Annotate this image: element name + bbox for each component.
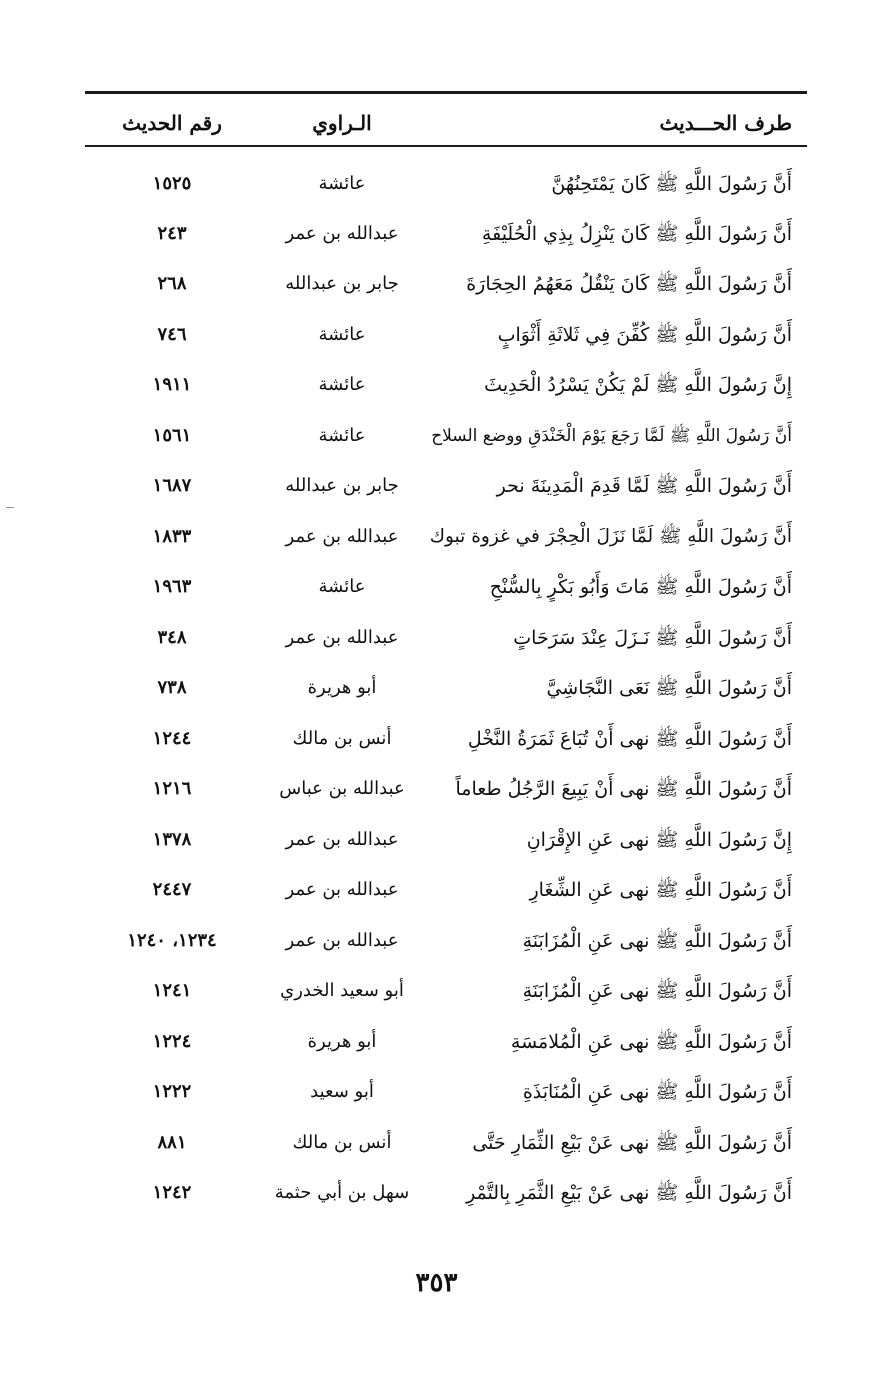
header-number: رقم الحديث xyxy=(122,111,222,135)
number-cell: ٢٤٣ xyxy=(157,223,187,244)
table-row xyxy=(85,264,807,304)
number-cell: ١٢٣٤، ١٢٤٠ xyxy=(127,930,217,951)
hadith-cell: أَنَّ رَسُولَ اللَّهِ ﷺ لَمَّا رَجَعَ يَوْمَ الْخَنْدَقِ ووضع السلاح xyxy=(431,426,792,446)
table-row xyxy=(85,1072,807,1112)
table-row xyxy=(85,365,807,405)
page-number: ٣٥٣ xyxy=(415,1268,458,1298)
table-row xyxy=(85,517,807,557)
number-cell: ١٢٤٢ xyxy=(152,1182,192,1203)
table-row xyxy=(85,416,807,456)
hadith-cell: إِنَّ رَسُولَ اللَّهِ ﷺ لَمْ يَكُنْ يَسْرُدُ الْحَدِيثَ xyxy=(484,374,792,396)
table-row xyxy=(85,466,807,506)
hadith-cell: أَنَّ رَسُولَ اللَّهِ ﷺ نهى عَنِ الشِّغَارِ xyxy=(529,879,792,901)
rawi-cell: أبو سعيد xyxy=(310,1081,374,1102)
rawi-cell: عائشة xyxy=(318,576,366,597)
rawi-cell: عائشة xyxy=(318,425,366,446)
rawi-cell: عائشة xyxy=(318,374,366,395)
rawi-cell: عبدالله بن عباس xyxy=(279,778,405,799)
number-cell: ١٨٣٣ xyxy=(152,526,192,547)
number-cell: ١٢١٦ xyxy=(152,778,192,799)
number-cell: ١٥٦١ xyxy=(152,425,192,446)
table-row xyxy=(85,1173,807,1213)
number-cell: ١٢٤١ xyxy=(152,980,192,1001)
rawi-cell: جابر بن عبدالله xyxy=(285,475,399,496)
table-row xyxy=(85,921,807,961)
rawi-cell: عبدالله بن عمر xyxy=(285,223,399,244)
hadith-cell: أَنَّ رَسُولَ اللَّهِ ﷺ نَـزَلَ عِنْدَ سَرَحَاتٍ xyxy=(513,627,792,649)
number-cell: ١٩٦٣ xyxy=(152,576,192,597)
hadith-cell: أَنَّ رَسُولَ اللَّهِ ﷺ لَمَّا نَزَلَ الْحِجْرَ في غزوة تبوك xyxy=(429,526,792,547)
hadith-cell: أَنَّ رَسُولَ اللَّهِ ﷺ نهى عَنِ الْمُنَابَذَةِ xyxy=(522,1081,792,1103)
table-row xyxy=(85,1123,807,1163)
rawi-cell: عبدالله بن عمر xyxy=(285,526,399,547)
hadith-cell: أَنَّ رَسُولَ اللَّهِ ﷺ كَانَ يَنْقُلُ مَعَهُمُ الحِجَارَةَ xyxy=(466,273,792,295)
number-cell: ١٢٢٤ xyxy=(152,1031,192,1052)
number-cell: ٣٤٨ xyxy=(157,627,187,648)
header-hadith: طرف الحـــديث xyxy=(659,111,792,135)
number-cell: ١٥٢٥ xyxy=(152,173,192,194)
number-cell: ١٣٧٨ xyxy=(152,829,192,850)
hadith-cell: إِنَّ رَسُولَ اللَّهِ ﷺ نهى عَنِ الإِقْرَانِ xyxy=(526,829,792,851)
rawi-cell: أبو هريرة xyxy=(307,677,377,698)
hadith-cell: أَنَّ رَسُولَ اللَّهِ ﷺ كُفِّنَ فِي ثَلاثَةِ أَثْوَابٍ xyxy=(497,324,792,346)
hadith-cell: أَنَّ رَسُولَ اللَّهِ ﷺ نَعَى النَّجَاشِيَّ xyxy=(546,677,792,699)
hadith-cell: أَنَّ رَسُولَ اللَّهِ ﷺ نهى عَنْ بَيْعِ الثَّمَرِ بِالتَّمْرِ xyxy=(466,1182,792,1204)
hadith-cell: أَنَّ رَسُولَ اللَّهِ ﷺ لَمَّا قَدِمَ الْمَدِينَةَ نحر xyxy=(496,475,792,497)
rawi-cell: جابر بن عبدالله xyxy=(285,273,399,294)
number-cell: ٢٤٤٧ xyxy=(152,879,192,900)
rawi-cell: أنس بن مالك xyxy=(292,1132,392,1153)
margin-mark xyxy=(6,507,14,508)
number-cell: ١٢٢٢ xyxy=(152,1081,192,1102)
rawi-cell: عبدالله بن عمر xyxy=(285,627,399,648)
hadith-cell: أَنَّ رَسُولَ اللَّهِ ﷺ نهى عَنِ الْمُزَابَنَةِ xyxy=(522,980,792,1002)
rawi-cell: أنس بن مالك xyxy=(292,728,392,749)
number-cell: ١٦٨٧ xyxy=(152,475,192,496)
table-row xyxy=(85,567,807,607)
hadith-cell: أَنَّ رَسُولَ اللَّهِ ﷺ نهى عَنِ الْمُزَابَنَةِ xyxy=(522,930,792,952)
table-row xyxy=(85,315,807,355)
table-header xyxy=(85,103,807,143)
table-row xyxy=(85,668,807,708)
number-cell: ٧٤٦ xyxy=(157,324,187,345)
number-cell: ٧٣٨ xyxy=(157,677,187,698)
hadith-cell: أَنَّ رَسُولَ اللَّهِ ﷺ كَانَ يَمْتَحِنُهُنَّ xyxy=(551,173,792,195)
table-row xyxy=(85,164,807,204)
top-rule xyxy=(85,91,807,94)
rawi-cell: أبو هريرة xyxy=(307,1031,377,1052)
table-row xyxy=(85,971,807,1011)
table-row xyxy=(85,618,807,658)
table-row xyxy=(85,1022,807,1062)
table-row xyxy=(85,769,807,809)
table-row xyxy=(85,214,807,254)
header-rule xyxy=(85,145,807,147)
hadith-cell: أَنَّ رَسُولَ اللَّهِ ﷺ نهى عَنِ الْمُلامَسَةِ xyxy=(510,1031,792,1053)
number-cell: ٢٦٨ xyxy=(157,273,187,294)
rawi-cell: عبدالله بن عمر xyxy=(285,879,399,900)
rawi-cell: عائشة xyxy=(318,324,366,345)
hadith-cell: أَنَّ رَسُولَ اللَّهِ ﷺ كَانَ يَنْزِلُ بِذِي الْحُلَيْفَةِ xyxy=(481,223,792,245)
rawi-cell: عائشة xyxy=(318,173,366,194)
rawi-cell: عبدالله بن عمر xyxy=(285,930,399,951)
rawi-cell: عبدالله بن عمر xyxy=(285,829,399,850)
table-row xyxy=(85,870,807,910)
hadith-cell: أَنَّ رَسُولَ اللَّهِ ﷺ نهى عَنْ بَيْعِ الثِّمَارِ حَتَّى xyxy=(472,1132,792,1154)
table-row xyxy=(85,820,807,860)
header-rawi: الـراوي xyxy=(312,111,372,135)
hadith-cell: أَنَّ رَسُولَ اللَّهِ ﷺ نهى أَنْ تُبَاعَ ثَمَرَةُ النَّخْلِ xyxy=(467,728,792,750)
hadith-cell: أَنَّ رَسُولَ اللَّهِ ﷺ نهى أَنْ يَبِيعَ الرَّجُلُ طعاماً xyxy=(455,778,792,800)
table-row xyxy=(85,719,807,759)
number-cell: ١٩١١ xyxy=(152,374,192,395)
rawi-cell: سهل بن أبي حثمة xyxy=(274,1182,410,1203)
number-cell: ٨٨١ xyxy=(157,1132,187,1153)
rawi-cell: أبو سعيد الخدري xyxy=(280,980,404,1001)
number-cell: ١٢٤٤ xyxy=(152,728,192,749)
hadith-cell: أَنَّ رَسُولَ اللَّهِ ﷺ مَاتَ وَأَبُو بَكْرٍ بِالسُّنْحِ xyxy=(489,576,792,598)
